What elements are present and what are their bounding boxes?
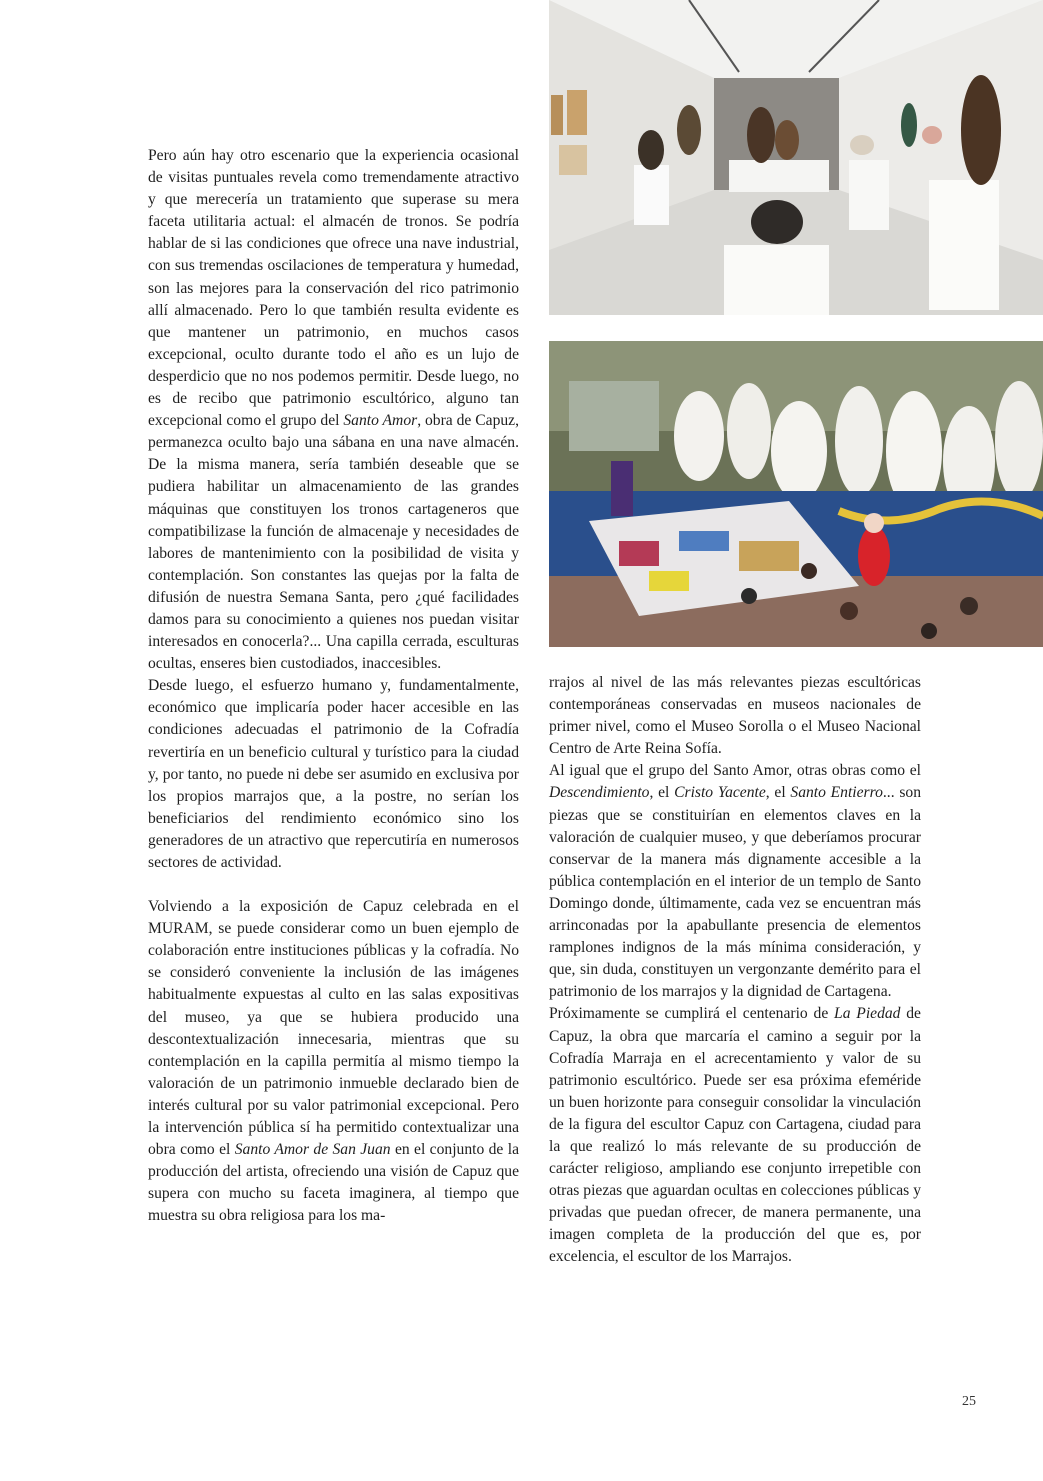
page-number: 25 — [962, 1394, 976, 1409]
right-text-column — [549, 672, 921, 1269]
museum-gallery-photo — [549, 0, 1043, 315]
left-paragraph-1: Pero aún hay otro escenario que la experiencia ocasional de visitas puntuales revela como tremendamente atractivo y que merecería un tratamiento que superase su mera faceta utilitaria actual: el almacén de tronos. Se podría hablar de si las condiciones que ofrece una nave industrial, con sus tremendas oscilaciones de temperatura y humedad, son las mejores para la conservación del rico patrimonio allí almacenado. Pero lo que también resulta evidente es que mantener un patrimonio, en muchos casos excepcional, oculto durante todo el año es un lujo de desperdicio que no nos podemos permitir. Desde luego, no es de recibo que patrimonio escultórico, alguno tan excepcional como el grupo del Santo Amor, obra de Capuz, permanezca oculto bajo una sábana en una nave almacén. De la misma manera, sería también deseable que se pudiera habilitar un almacenamiento de las grandes máquinas que constituyen los tronos cartageneros que compatibilizase la función de almacenaje y necesidades de labores de mantenimiento con la posibilidad de visita y contemplación. Son constantes las quejas por la falta de difusión de nuestra Semana Santa, pero ¿qué facilidades damos para su conocimiento a quienes nos puedan visitar interesados en conocerla?... Una capilla cerrada, esculturas ocultas, enseres bien custodiados, inaccesibles. — [148, 147, 519, 673]
warehouse-market-photo — [549, 341, 1043, 647]
left-paragraph-2: Desde luego, el esfuerzo humano y, fundamentalmente, económico que implicaría poder hacer accesible en las condiciones adecuadas el patrimonio de la Cofradía revertiría en un beneficio cultural y turístico para la ciudad y, por tanto, no puede ni debe ser asumido en exclusiva por los propios marrajos que, a la postre, no serían los beneficiarios del rendimiento económico sino los generadores de un atractivo que repercutiría en numerosos sectores de actividad. — [148, 677, 519, 871]
left-text-column — [148, 145, 519, 1228]
right-paragraph-3: Próximamente se cumplirá el centenario de La Piedad de Capuz, la obra que marcaría el camino a seguir por la Cofradía Marraja en el acrecentamiento y valor de su patrimonio escultórico. Puede ser esa próxima efeméride un buen horizonte para conseguir consolidar la vinculación de la figura del escultor Capuz con Cartagena, ciudad para la que realizó lo más relevante de su producción de carácter religioso, ampliando ese conjunto irrepetible con otras piezas que aguardan ocultas en colecciones públicas y privadas que puedan ofrecer, de manera permanente, una imagen completa de la producción del que es, por excelencia, el escultor de los Marrajos. — [549, 1005, 921, 1266]
right-paragraph-1: rrajos al nivel de las más relevantes piezas escultóricas contemporáneas conservadas en museos nacionales de primer nivel, como el Museo Sorolla o el Museo Nacional Centro de Arte Reina Sofía. — [549, 674, 921, 758]
right-paragraph-2: Al igual que el grupo del Santo Amor, otras obras como el Descendimiento, el Cristo Yacente, el Santo Entierro... son piezas que se constituirían en elementos claves en la valoración de cualquier museo, y que deberíamos procurar conservar de la manera más dignamente accesible a la pública contemplación en el interior de un templo de Santo Domingo donde, últimamente, cada vez se encuentran más arrinconadas por la apabullante presencia de elementos ramplones indignos de la más mínima consideración, y que, sin duda, constituyen un vergonzante demérito para el patrimonio de los marrajos y la dignidad de Cartagena. — [549, 762, 921, 1001]
left-paragraph-3: Volviendo a la exposición de Capuz celebrada en el MURAM, se puede considerar como un buen ejemplo de colaboración entre instituciones públicas y la cofradía. No se consideró conveniente la inclusión de las imágenes habitualmente expuestas al culto en las salas expositivas del museo, ya que se hubiera producido una descontextualización innecesaria, mientras que su contemplación en la capilla permitía al mismo tiempo la valoración de un patrimonio inmueble declarado bien de interés cultural por su valor patrimonial excepcional. Pero la intervención pública sí ha permitido contextualizar una obra como el Santo Amor de San Juan en el conjunto de la producción del artista, ofreciendo una visión de Capuz que supera con mucho su faceta imaginera, al tiempo que muestra su obra religiosa para los ma- — [148, 898, 519, 1225]
